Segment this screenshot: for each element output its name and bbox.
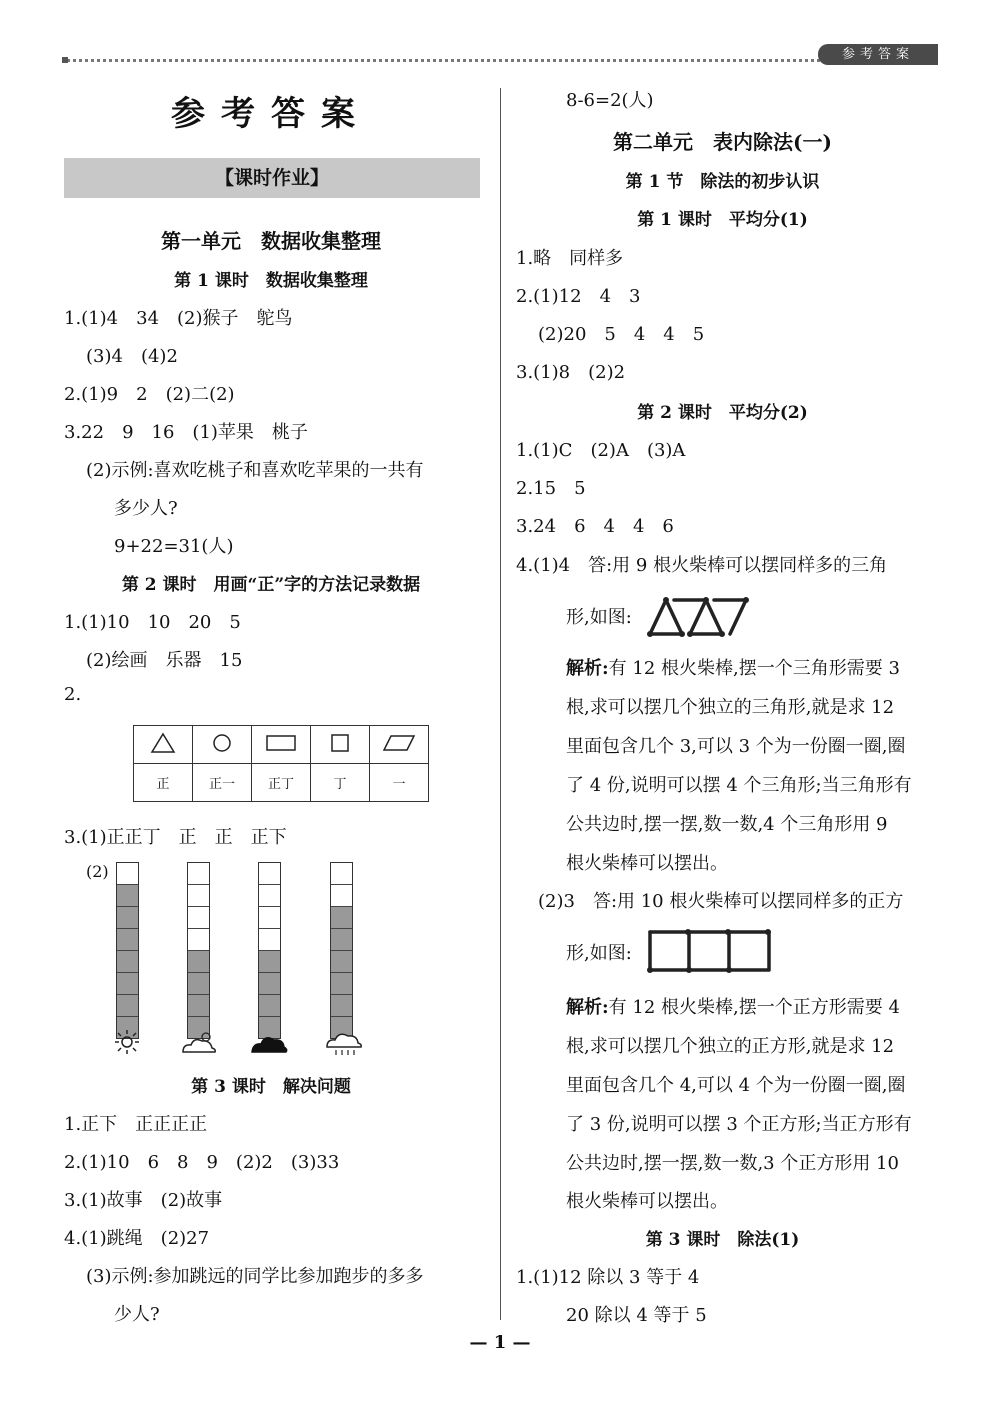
bar-cell xyxy=(188,973,209,995)
bar-cell xyxy=(117,929,138,951)
answer-line: 少人? xyxy=(114,1304,160,1325)
square-icon xyxy=(311,726,370,764)
bar-cell xyxy=(117,995,138,1017)
bar-cell xyxy=(331,995,352,1017)
answer-line: (2)示例:喜欢吃桃子和喜欢吃苹果的一共有 xyxy=(86,460,424,481)
answer-line: 3.(1)故事 (2)故事 xyxy=(64,1190,223,1211)
bar-column xyxy=(330,862,353,1039)
bar-cell xyxy=(259,995,280,1017)
answer-line: 多少人? xyxy=(114,498,178,519)
tally-cell: 正丁 xyxy=(252,764,311,802)
bar-cell xyxy=(188,885,209,907)
answer-line: 1.略 同样多 xyxy=(516,248,624,269)
bar-cell xyxy=(117,907,138,929)
page-title: 参考答案 xyxy=(171,94,371,134)
section1-heading: 第 1 节 除法的初步认识 xyxy=(625,172,820,192)
analysis-text: 公共边时,摆一摆,数一数,3 个正方形用 10 xyxy=(566,1153,899,1174)
bar-cell xyxy=(259,951,280,973)
cloudy-icon xyxy=(250,1028,288,1056)
analysis-text: 根火柴棒可以摆出。 xyxy=(566,853,728,874)
analysis-text: 里面包含几个 3,可以 3 个为一份圈一圈,圈 xyxy=(566,736,906,757)
analysis-text: 根,求可以摆几个独立的正方形,就是求 12 xyxy=(566,1036,895,1057)
tally-table xyxy=(133,725,429,802)
bar-cell xyxy=(331,907,352,929)
column-divider xyxy=(500,88,501,1320)
answer-line: 1.正下 正正正正 xyxy=(64,1114,208,1135)
bar-cell xyxy=(331,929,352,951)
analysis-label: 解析: xyxy=(566,997,609,1018)
answer-line: 2.(1)9 2 (2)二(2) xyxy=(64,384,235,405)
subpart-label: (2) xyxy=(86,862,109,881)
answer-line: 2. xyxy=(64,684,82,705)
analysis-text: 了 3 份,说明可以摆 3 个正方形;当正方形有 xyxy=(566,1114,912,1135)
partly-cloudy-icon xyxy=(180,1028,218,1056)
analysis-text: 根火柴棒可以摆出。 xyxy=(566,1191,728,1212)
analysis-text: 了 4 份,说明可以摆 4 个三角形;当三角形有 xyxy=(566,775,912,796)
analysis-label: 解析: xyxy=(566,658,609,679)
analysis-text: 里面包含几个 4,可以 4 个为一份圈一圈,圈 xyxy=(566,1075,906,1096)
bar-cell xyxy=(259,907,280,929)
rain-icon xyxy=(324,1028,364,1058)
r-lesson2-heading: 第 2 课时 平均分(2) xyxy=(637,403,808,423)
answer-line: (2)20 5 4 4 5 xyxy=(538,324,705,345)
lesson3-heading: 第 3 课时 解决问题 xyxy=(191,1077,351,1097)
answer-line: 20 除以 4 等于 5 xyxy=(566,1305,707,1326)
answer-line: 3.(1)正正丁 正 正 正下 xyxy=(64,827,287,848)
answer-line: 3.(1)8 (2)2 xyxy=(516,362,626,383)
bar-cell xyxy=(117,973,138,995)
bar-cell xyxy=(117,885,138,907)
answer-line: 1.(1)C (2)A (3)A xyxy=(516,440,686,461)
page-number: — 1 — xyxy=(469,1332,531,1353)
r-lesson3-heading: 第 3 课时 除法(1) xyxy=(645,1230,800,1250)
answer-line: 形,如图: xyxy=(566,607,632,628)
answer-line: 3.24 6 4 4 6 xyxy=(516,516,674,537)
answer-line: 2.(1)10 6 8 9 (2)2 (3)33 xyxy=(64,1152,340,1173)
answer-line: 1.(1)12 除以 3 等于 4 xyxy=(516,1267,700,1288)
bar-cell xyxy=(117,863,138,885)
answer-line: (3)4 (4)2 xyxy=(86,346,178,367)
analysis-text: 有 12 根火柴棒,摆一个正方形需要 4 xyxy=(608,997,900,1018)
bar-column xyxy=(187,862,210,1039)
tally-cell: 一 xyxy=(370,764,429,802)
bar-column xyxy=(258,862,281,1039)
matchstick-triangles-figure xyxy=(646,594,760,640)
bar-cell xyxy=(331,973,352,995)
bar-cell xyxy=(188,929,209,951)
header-marker xyxy=(62,57,68,63)
bar-cell xyxy=(331,951,352,973)
parallelogram-icon xyxy=(370,726,429,764)
answer-line: 2.(1)12 4 3 xyxy=(516,286,641,307)
answer-line: 1.(1)10 10 20 5 xyxy=(64,612,241,633)
bar-cell xyxy=(259,863,280,885)
answer-line: 1.(1)4 34 (2)猴子 鸵鸟 xyxy=(64,308,293,329)
tally-cell: 正一 xyxy=(193,764,252,802)
bar-cell xyxy=(188,995,209,1017)
bar-cell xyxy=(331,863,352,885)
rectangle-icon xyxy=(252,726,311,764)
bar-cell xyxy=(188,907,209,929)
bar-cell xyxy=(331,885,352,907)
unit2-heading: 第二单元 表内除法(一) xyxy=(613,130,832,154)
answer-line: 3.22 9 16 (1)苹果 桃子 xyxy=(64,422,308,443)
sunny-icon xyxy=(113,1028,141,1056)
bar-cell xyxy=(188,951,209,973)
bar-cell xyxy=(117,951,138,973)
answer-line: (2)绘画 乐器 15 xyxy=(86,650,243,671)
bar-cell xyxy=(259,973,280,995)
tally-cell: 丁 xyxy=(311,764,370,802)
answer-line: (3)示例:参加跳远的同学比参加跑步的多多 xyxy=(86,1266,424,1287)
tally-cell: 正 xyxy=(134,764,193,802)
answer-line: 形,如图: xyxy=(566,943,632,964)
section-band: 【课时作业】 xyxy=(64,158,480,198)
answer-line: 9+22=31(人) xyxy=(114,536,234,557)
bar-cell xyxy=(259,929,280,951)
r-lesson1-heading: 第 1 课时 平均分(1) xyxy=(637,210,808,230)
header-tab: 参考答案 xyxy=(818,44,938,65)
unit1-heading: 第一单元 数据收集整理 xyxy=(161,229,381,253)
answer-line: (2)3 答:用 10 根火柴棒可以摆同样多的正方 xyxy=(538,891,904,912)
answer-line: 8-6=2(人) xyxy=(566,90,654,111)
lesson1-heading: 第 1 课时 数据收集整理 xyxy=(174,271,368,291)
analysis-text: 有 12 根火柴棒,摆一个三角形需要 3 xyxy=(608,658,900,679)
lesson2-heading: 第 2 课时 用画“正”字的方法记录数据 xyxy=(121,575,421,595)
answer-line: 4.(1)4 答:用 9 根火柴棒可以摆同样多的三角 xyxy=(516,555,888,576)
header-dotted-rule xyxy=(62,59,820,62)
answer-line: 2.15 5 xyxy=(516,478,586,499)
triangle-icon xyxy=(134,726,193,764)
analysis-text: 公共边时,摆一摆,数一数,4 个三角形用 9 xyxy=(566,814,888,835)
matchstick-squares-figure xyxy=(646,928,774,974)
circle-icon xyxy=(193,726,252,764)
answer-line: 4.(1)跳绳 (2)27 xyxy=(64,1228,210,1249)
bar-cell xyxy=(259,885,280,907)
bar-column xyxy=(116,862,139,1039)
bar-cell xyxy=(188,863,209,885)
analysis-text: 根,求可以摆几个独立的三角形,就是求 12 xyxy=(566,697,895,718)
